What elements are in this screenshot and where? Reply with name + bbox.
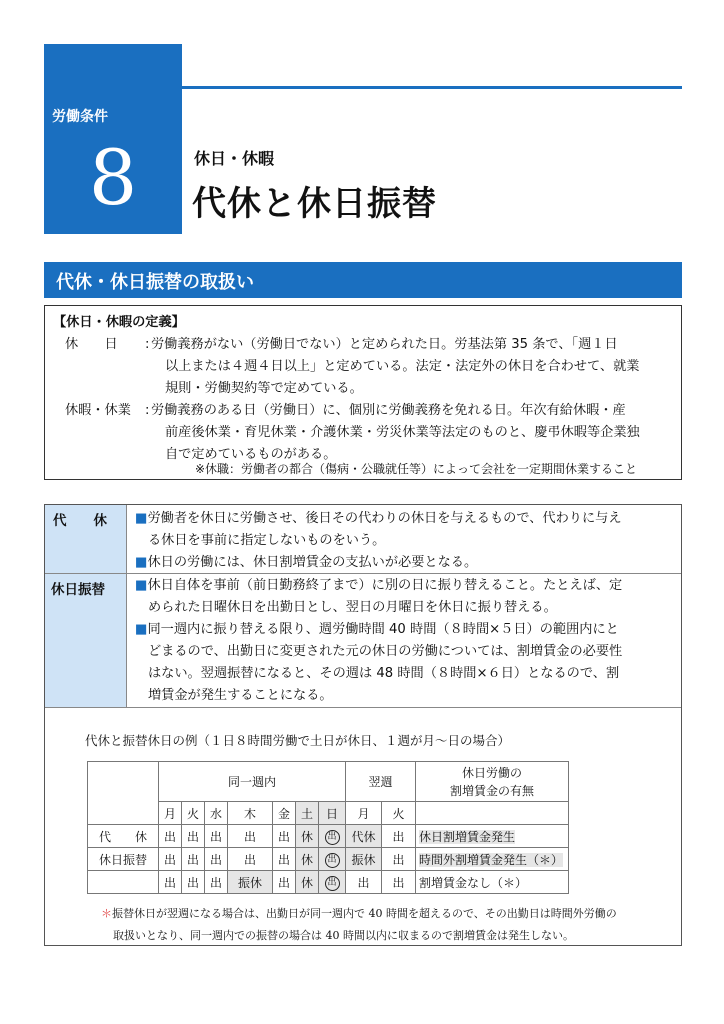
row-line: どまるので、出勤日に変更された元の休日の労働については、割増賃金の必要性 — [148, 644, 623, 659]
row-line: められた日曜休日を出勤日とし、翌日の月曜日を休日に振り替える。 — [148, 600, 557, 615]
definition-note: ※休職：労働者の都合（傷病・公職就任等）によって会社を一定期間休業すること — [195, 462, 638, 476]
day-cell — [319, 871, 346, 894]
premium-text: 時間外割増賃金発生（＊） — [419, 852, 564, 867]
day-header: 月 — [159, 802, 182, 825]
day-cell: 出 — [228, 848, 273, 871]
premium-header-empty — [416, 802, 569, 825]
row-line: はない。翌週振替になると、その週は 48 時間（８時間×６日）となるので、割 — [148, 666, 620, 681]
example-footnote — [101, 903, 671, 947]
row-label: 休日振替 — [51, 582, 105, 598]
premium-header-line: 休日労働の — [461, 765, 522, 780]
definition-line: 前産後休業・育児休業・介護休業・労災休業等法定のものと、慶弔休暇等企業独 — [165, 425, 640, 440]
day-header: 木 — [228, 802, 273, 825]
row-line: ■休日自体を事前（前日勤務終了まで）に別の日に振り替えること。たとえば、定 — [135, 578, 623, 593]
day-header: 金 — [273, 802, 296, 825]
chapter-badge — [44, 44, 182, 234]
chapter-number: 8 — [88, 133, 138, 222]
day-cell: 振休 — [228, 871, 273, 894]
page-title: 代休と休日振替 — [192, 184, 437, 224]
day-cell: 出 — [228, 825, 273, 848]
row-label-cell — [45, 574, 127, 707]
row-content — [135, 575, 675, 707]
day-cell: 出 — [382, 871, 416, 894]
example-row-label — [88, 871, 159, 894]
day-cell: 休 — [296, 871, 319, 894]
header-rule — [182, 86, 682, 89]
group-header-next-week: 翌週 — [346, 762, 416, 802]
definition-line: 規則・労働契約等で定めている。 — [165, 381, 363, 396]
definition-text — [151, 400, 677, 466]
premium-cell — [416, 825, 569, 848]
day-header: 土 — [296, 802, 319, 825]
row-line: ■同一週内に振り替える限り、週労働時間 40 時間（８時間×５日）の範囲内にと — [135, 622, 619, 637]
premium-text: 割増賃金なし（＊） — [419, 875, 528, 890]
example-table — [87, 761, 569, 894]
definition-line: 自で定めているものがある。 — [165, 447, 337, 462]
day-cell: 出 — [159, 871, 182, 894]
section-title: 代休・休日振替の取扱い — [56, 272, 254, 293]
definition-line: 労働義務がない（労働日でない）と定められた日。労基法第 35 条で、「週１日 — [151, 337, 618, 352]
day-cell — [319, 825, 346, 848]
day-cell: 出 — [273, 871, 296, 894]
day-cell — [319, 848, 346, 871]
group-header-same-week: 同一週内 — [159, 762, 346, 802]
row-line: る休日を事前に指定しないものをいう。 — [148, 533, 386, 548]
row-line: ■労働者を休日に労働させ、後日その代わりの休日を与えるもので、代わりに与え — [135, 511, 622, 526]
day-cell: 出 — [182, 825, 205, 848]
definition-colon: : — [145, 337, 150, 352]
definition-box — [44, 305, 682, 480]
footnote-line — [101, 903, 671, 925]
footnote-mark: ＊ — [101, 907, 112, 920]
day-cell: 出 — [346, 871, 382, 894]
day-cell: 休 — [296, 825, 319, 848]
day-header: 月 — [346, 802, 382, 825]
day-cell: 出 — [159, 848, 182, 871]
day-cell: 出 — [273, 825, 296, 848]
page-subtitle: 休日・休暇 — [194, 149, 275, 168]
day-cell: 出 — [273, 848, 296, 871]
day-header: 火 — [182, 802, 205, 825]
circled-work-mark: 出 — [325, 853, 340, 868]
day-cell: 出 — [205, 871, 228, 894]
day-cell: 出 — [205, 825, 228, 848]
day-header: 水 — [205, 802, 228, 825]
row-line: 増賃金が発生することになる。 — [148, 688, 333, 703]
example-row-label: 休日振替 — [88, 848, 159, 871]
row-label: 代 休 — [53, 513, 107, 529]
chapter-category: 労働条件 — [52, 109, 108, 125]
day-header: 日 — [319, 802, 346, 825]
definition-term: 休 日 — [65, 337, 118, 352]
day-cell: 出 — [182, 871, 205, 894]
definition-line: 以上または４週４日以上」と定めている。法定・法定外の休日を合わせて、就業 — [165, 359, 640, 374]
day-cell: 休 — [296, 848, 319, 871]
definition-colon: : — [145, 403, 150, 418]
day-cell: 出 — [182, 848, 205, 871]
day-cell: 出 — [159, 825, 182, 848]
row-line: ■休日の労働には、休日割増賃金の支払いが必要となる。 — [135, 555, 478, 570]
definition-line: 労働義務のある日（労働日）に、個別に労働義務を免れる日。年次有給休暇・産 — [151, 403, 626, 418]
footnote-line: 取扱いとなり、同一週内での振替の場合は 40 時間以内に収まるので割増賃金は発生しない。 — [113, 929, 574, 942]
example-row-label: 代 休 — [88, 825, 159, 848]
definition-term: 休暇・休業 — [65, 403, 131, 418]
premium-text: 休日割増賃金発生 — [419, 829, 516, 844]
premium-cell — [416, 871, 569, 894]
corner-cell — [88, 762, 159, 825]
circled-work-mark: 出 — [325, 830, 340, 845]
day-cell: 代休 — [346, 825, 382, 848]
comparison-table — [44, 504, 682, 946]
group-header-premium — [416, 762, 569, 802]
day-cell: 出 — [382, 825, 416, 848]
definition-heading: 【休日・休暇の定義】 — [53, 315, 185, 330]
premium-cell — [416, 848, 569, 871]
day-cell: 出 — [382, 848, 416, 871]
day-cell: 振休 — [346, 848, 382, 871]
row-divider — [45, 573, 681, 574]
row-content — [135, 508, 675, 574]
footnote-text: 振替休日が翌週になる場合は、出勤日が同一週内で 40 時間を超えるので、その出勤日は時間外労働の — [112, 907, 617, 920]
row-divider — [45, 707, 681, 708]
day-cell: 出 — [205, 848, 228, 871]
circled-work-mark: 出 — [325, 876, 340, 891]
premium-header-line: 割増賃金の有無 — [449, 783, 534, 798]
section-bar — [44, 262, 682, 298]
day-header: 火 — [382, 802, 416, 825]
row-label-cell — [45, 505, 127, 573]
definition-text — [151, 334, 677, 400]
example-caption: 代休と振替休日の例（１日８時間労働で土日が休日、１週が月～日の場合） — [85, 733, 511, 748]
